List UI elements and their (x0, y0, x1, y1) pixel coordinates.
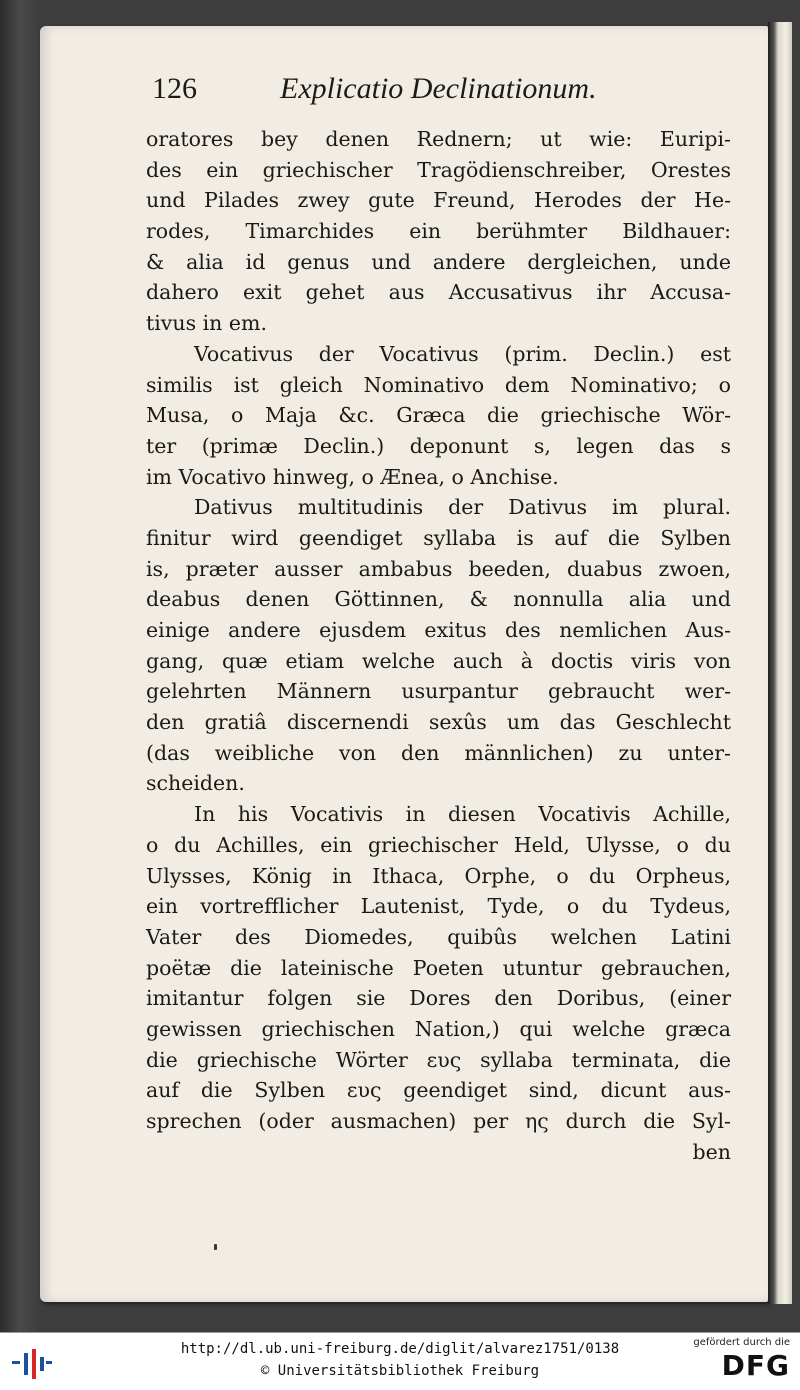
dfg-funding-note: gefördert durch die (693, 1337, 790, 1348)
text-line: auf die Sylben ευς geendiget sind, dicunt aus- (146, 1078, 731, 1103)
text-line: gang, quæ etiam welche auch à doctis viris von (146, 648, 731, 673)
viewer-footer (0, 1332, 800, 1390)
text-line: gewissen griechischen Nation,) qui welche græca (146, 1016, 731, 1041)
dfg-logo: DFG (721, 1349, 790, 1382)
page-edge (768, 22, 792, 1304)
text-line: scheiden. (146, 771, 245, 796)
text-line: Vater des Diomedes, quibûs welchen Latini (146, 924, 731, 949)
text-line: Vocativus der Vocativus (prim. Declin.) est (194, 341, 731, 366)
text-line: o du Achilles, ein griechischer Held, Ulysse, o du (146, 832, 731, 857)
text-line: poëtæ die lateinische Poeten utuntur gebrauchen, (146, 955, 731, 980)
text-line: ein vortrefflicher Lautenist, Tyde, o du Tydeus, (146, 894, 731, 919)
text-line: (das weibliche von den männlichen) zu unter- (146, 740, 731, 765)
text-line: im Vocativo hinweg, o Ænea, o Anchise. (146, 464, 559, 489)
text-line: dahero exit gehet aus Accusativus ihr Accusa- (146, 280, 731, 305)
text-line: gelehrten Männern usurpantur gebraucht wer- (146, 679, 731, 704)
text-line: des ein griechischer Tragödienschreiber, Orestes (146, 157, 731, 182)
text-line: und Pilades zwey gute Freund, Herodes der He- (146, 188, 731, 213)
page-header (152, 72, 602, 112)
text-line: In his Vocativis in diesen Vocativis Achille, (194, 802, 731, 827)
text-line: Dativus multitudinis der Dativus im plural. (194, 495, 731, 520)
text-line: einige andere ejusdem exitus des nemlichen Aus- (146, 618, 731, 642)
text-line: sprechen (oder ausmachen) per ης durch die Syl- (146, 1109, 731, 1133)
text-line: finitur wird geendiget syllaba is auf die Sylben (146, 525, 731, 550)
body-text (146, 124, 731, 1167)
text-line: is, præter ausser ambabus beeden, duabus zwoen, (146, 556, 731, 581)
text-line: & alia id genus und andere dergleichen, unde (146, 249, 731, 274)
copyright-notice: © Universitätsbibliothek Freiburg (260, 1363, 540, 1379)
running-title: Explicatio Declinationum. (280, 72, 597, 105)
text-line: oratores bey denen Rednern; ut wie: Euripi- (146, 127, 731, 151)
permalink[interactable]: http://dl.ub.uni-freiburg.de/diglit/alvarez1751/0138 (180, 1341, 620, 1357)
text-line: den gratiâ discernendi sexûs um das Geschlecht (146, 710, 731, 735)
page-number: 126 (152, 72, 197, 105)
text-line: Ulysses, König in Ithaca, Orphe, o du Orpheus, (146, 863, 731, 888)
text-line: ter (primæ Declin.) deponunt s, legen das s (146, 433, 731, 458)
catchword: ben (692, 1139, 731, 1164)
text-line: Musa, o Maja &c. Græca die griechische Wör- (146, 403, 731, 428)
ink-speck (214, 1244, 217, 1250)
text-line: tivus in em. (146, 311, 267, 336)
text-line: similis ist gleich Nominativo dem Nominativo; o (146, 372, 731, 397)
text-line: imitantur folgen sie Dores den Doribus, (einer (146, 986, 731, 1011)
text-line: die griechische Wörter ευς syllaba terminata, die (146, 1047, 731, 1072)
text-line: deabus denen Göttinnen, & nonnulla alia und (146, 587, 731, 612)
text-line: rodes, Timarchides ein berühmter Bildhauer: (146, 219, 731, 244)
